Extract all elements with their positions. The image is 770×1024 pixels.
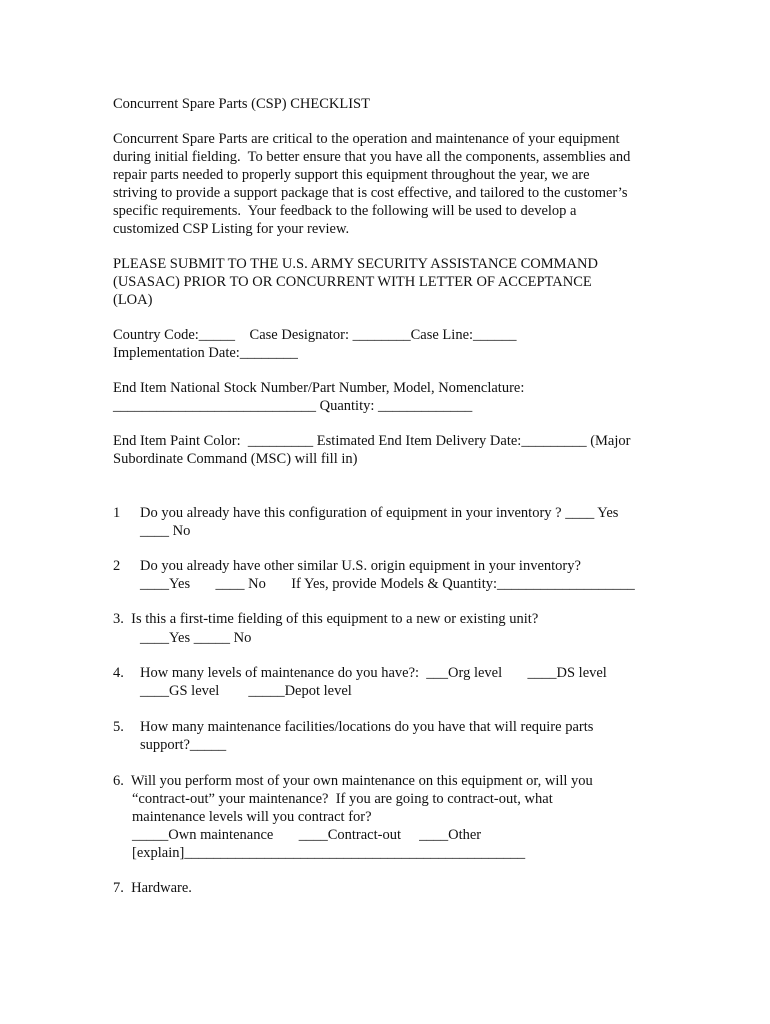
question-2-text: Do you already have other similar U.S. origin equipment in your inventory? [140,558,581,574]
question-7-heading: 7. Hardware. [113,880,192,896]
question-4-number: 4. [113,665,124,681]
question-5-text: How many maintenance facilities/locations do you have that will require parts [140,719,594,735]
intro-line-2: during initial fielding. To better ensure that you have all the components, assemblies and [113,149,631,165]
question-3-text: 3. Is this a first-time fielding of this equipment to a new or existing unit? [113,611,539,627]
intro-line-3: repair parts needed to properly support this equipment throughout the year, we are [113,167,590,183]
paint-color-delivery-field: End Item Paint Color: _________ Estimated End Item Delivery Date:_________ (Major [113,433,631,449]
intro-line-4: striving to provide a support package that is cost effective, and tailored to the customer’s [113,185,628,201]
question-4-options: ____GS level _____Depot level [140,683,352,699]
question-2-options: ____Yes ____ No If Yes, provide Models & Quantity:___________________ [140,576,635,592]
question-6-explain-field: [explain]_______________________________________________ [132,845,526,861]
question-5-field: support?_____ [140,737,227,753]
question-4-text: How many levels of maintenance do you have?: ___Org level ____DS level [140,665,607,681]
intro-line-6: customized CSP Listing for your review. [113,221,350,237]
question-2-number: 2 [113,558,121,574]
end-item-nsn-label: End Item National Stock Number/Part Number, Model, Nomenclature: [113,380,525,396]
submit-notice-line-3: (LOA) [113,292,153,308]
document-title: Concurrent Spare Parts (CSP) CHECKLIST [113,96,370,112]
question-5-number: 5. [113,719,124,735]
question-6-text-2: “contract-out” your maintenance? If you are going to contract-out, what [132,791,553,807]
question-6-options: _____Own maintenance ____Contract-out ____Other [132,827,482,843]
intro-line-1: Concurrent Spare Parts are critical to the operation and maintenance of your equipment [113,131,620,147]
question-6-text-3: maintenance levels will you contract for? [132,809,372,825]
end-item-quantity-field: ____________________________ Quantity: _____________ [113,398,473,414]
question-3-options: ____Yes _____ No [140,630,252,646]
submit-notice-line-1: PLEASE SUBMIT TO THE U.S. ARMY SECURITY ASSISTANCE COMMAND [113,256,598,272]
question-6-text: 6. Will you perform most of your own maintenance on this equipment or, will you [113,773,593,789]
question-1-text: Do you already have this configuration of equipment in your inventory ? ____ Yes [140,505,619,521]
msc-note: Subordinate Command (MSC) will fill in) [113,451,358,467]
intro-line-5: specific requirements. Your feedback to the following will be used to develop a [113,203,577,219]
implementation-date-field: Implementation Date:________ [113,345,298,361]
submit-notice-line-2: (USASAC) PRIOR TO OR CONCURRENT WITH LETTER OF ACCEPTANCE [113,274,592,290]
country-case-fields: Country Code:_____ Case Designator: ________Case Line:______ [113,327,517,343]
question-1-options: ____ No [140,523,191,539]
question-1-number: 1 [113,505,121,521]
